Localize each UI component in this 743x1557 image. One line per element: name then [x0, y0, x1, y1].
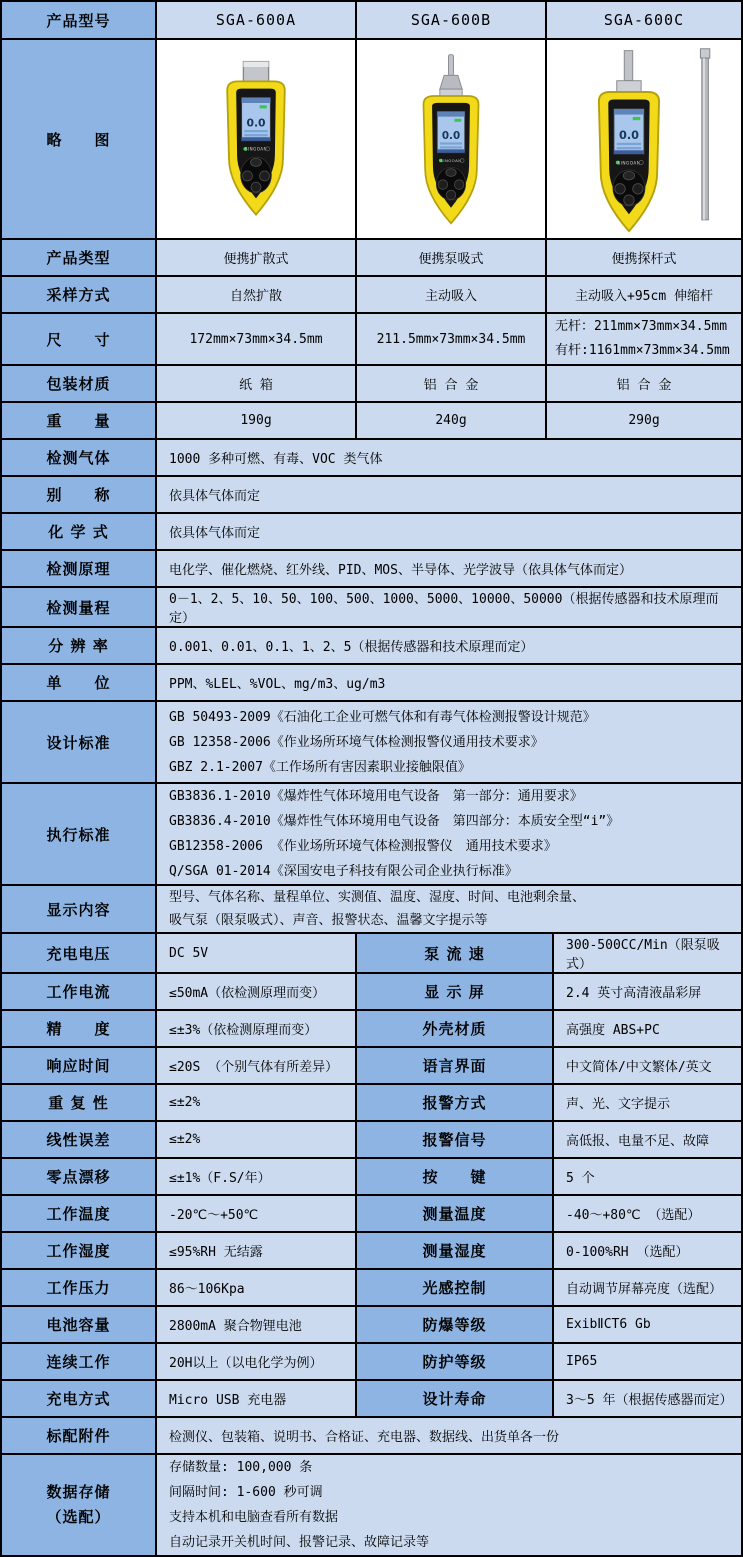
spec-value: PPM、%LEL、%VOL、mg/m3、ug/m3 — [157, 665, 743, 702]
storage-line: 间隔时间: 1-600 秒可调 — [169, 1485, 323, 1500]
spec-value: 铝 合 金 — [547, 366, 743, 403]
battery-icon — [454, 119, 461, 122]
spec-value: 300-500CC/Min（限泵吸式） — [554, 934, 743, 974]
row-label: 显示内容 — [2, 886, 157, 934]
pair-row-11 — [2, 1344, 743, 1381]
row-label: 产品类型 — [2, 240, 157, 277]
spec-row-alias — [2, 477, 743, 514]
spec-value: 电化学、催化燃烧、红外线、PID、MOS、半导体、光学波导（依具体气体而定） — [157, 551, 743, 588]
row-label: 充电电压 — [2, 934, 157, 974]
enter-button — [251, 182, 261, 192]
row-label: 测量温度 — [357, 1196, 554, 1233]
row-label: 零点漂移 — [2, 1159, 157, 1196]
row-label: 重 复 性 — [2, 1085, 157, 1122]
row-label: 分 辨 率 — [2, 628, 157, 665]
spec-value: 86～106Kpa — [157, 1270, 357, 1307]
screen-reading: 0.0 — [618, 129, 639, 142]
spec-value: 0－1、2、5、10、50、100、500、1000、5000、10000、50000（根据传感器和技术原理而定） — [157, 588, 743, 628]
row-label: 化 学 式 — [2, 514, 157, 551]
spec-value: -40～+80℃ （选配） — [554, 1196, 743, 1233]
menu-button — [446, 169, 456, 177]
spec-value: 纸 箱 — [157, 366, 357, 403]
dimension-with-rod: 有杆:1161mm×73mm×34.5mm — [555, 343, 730, 358]
sketch-label: 略 图 — [2, 40, 157, 240]
spec-value: 高强度 ABS+PC — [554, 1011, 743, 1048]
pair-row-3 — [2, 1048, 743, 1085]
spec-value — [157, 886, 743, 934]
spec-value: ≤±3%（依检测原理而变） — [157, 1011, 357, 1048]
probe-cone — [440, 75, 462, 89]
spec-value: ≤20S （个别气体有所差异） — [157, 1048, 357, 1085]
spec-value — [157, 784, 743, 886]
display-line: 吸气泵（限泵吸式）、声音、报警状态、温馨文字提示等 — [169, 913, 488, 928]
menu-button — [251, 158, 262, 166]
right-button — [260, 171, 270, 181]
spec-value: 铝 合 金 — [357, 366, 547, 403]
row-label: 报警信号 — [357, 1122, 554, 1159]
pair-row-7 — [2, 1196, 743, 1233]
row-label: 重 量 — [2, 403, 157, 440]
spec-value: 便携泵吸式 — [357, 240, 547, 277]
enter-button — [446, 190, 455, 199]
row-label: 测量湿度 — [357, 1233, 554, 1270]
spec-row-weight — [2, 403, 743, 440]
spec-row-display-content — [2, 886, 743, 934]
spec-value: 172mm×73mm×34.5mm — [157, 314, 357, 366]
battery-icon — [633, 117, 641, 120]
storage-line: 存储数量: 100,000 条 — [169, 1460, 313, 1475]
spec-value: 20H以上（以电化学为例） — [157, 1344, 357, 1381]
row-label: 线性误差 — [2, 1122, 157, 1159]
sensor-collar — [617, 81, 641, 92]
row-label: 精 度 — [2, 1011, 157, 1048]
pair-row-12 — [2, 1381, 743, 1418]
row-label: 电池容量 — [2, 1307, 157, 1344]
row-label: 报警方式 — [357, 1085, 554, 1122]
pair-row-5 — [2, 1122, 743, 1159]
row-label: 检测原理 — [2, 551, 157, 588]
row-label: 显 示 屏 — [357, 974, 554, 1011]
spec-row-sampling — [2, 277, 743, 314]
brand-text: SINGOAN — [245, 146, 267, 152]
spec-value: 依具体气体而定 — [157, 514, 743, 551]
row-label: 别 称 — [2, 477, 157, 514]
spec-value: 0.001、0.01、0.1、1、2、5（根据传感器和技术原理而定） — [157, 628, 743, 665]
product-image-sga-600b — [357, 40, 547, 240]
spec-value: 主动吸入 — [357, 277, 547, 314]
row-label: 工作湿度 — [2, 1233, 157, 1270]
standard-line: GB 50493-2009《石油化工企业可燃气体和有毒气体检测报警设计规范》 — [169, 709, 596, 725]
row-label: 检测量程 — [2, 588, 157, 628]
spec-value: 1000 多种可燃、有毒、VOC 类气体 — [157, 440, 743, 477]
pair-row-0 — [2, 934, 743, 974]
spec-row-accessories — [2, 1418, 743, 1455]
model-sga-600a: SGA-600A — [157, 2, 357, 40]
row-label: 采样方式 — [2, 277, 157, 314]
model-sga-600b: SGA-600B — [357, 2, 547, 40]
sketch-row — [2, 40, 743, 240]
standard-line: GB3836.4-2010《爆炸性气体环境用电气设备 第四部分：本质安全型“i”》 — [169, 814, 620, 829]
spec-value: 3～5 年（根据传感器而定） — [554, 1381, 743, 1418]
spec-value: ≤±1%（F.S/年） — [157, 1159, 357, 1196]
row-label: 设计寿命 — [357, 1381, 554, 1418]
screen-reading: 0.0 — [441, 130, 461, 142]
pair-row-4 — [2, 1085, 743, 1122]
row-label: 光感控制 — [357, 1270, 554, 1307]
spec-row-principle — [2, 551, 743, 588]
left-button — [615, 184, 625, 194]
spec-value: 自动调节屏幕亮度（选配） — [554, 1270, 743, 1307]
probe-stub — [624, 51, 632, 81]
spec-row-chemical-formula — [2, 514, 743, 551]
right-button — [454, 180, 463, 189]
pair-row-6 — [2, 1159, 743, 1196]
spec-row-product-type — [2, 240, 743, 277]
pair-row-10 — [2, 1307, 743, 1344]
row-label: 连续工作 — [2, 1344, 157, 1381]
model-sga-600c: SGA-600C — [547, 2, 743, 40]
spec-value: 中文简体/中文繁体/英文 — [554, 1048, 743, 1085]
spec-value: -20℃～+50℃ — [157, 1196, 357, 1233]
spec-row-packaging — [2, 366, 743, 403]
pair-row-1 — [2, 974, 743, 1011]
spec-value: 便携探杆式 — [547, 240, 743, 277]
storage-label-line: 数据存储 — [46, 1483, 111, 1501]
storage-line: 自动记录开关机时间、报警记录、故障记录等 — [169, 1535, 430, 1550]
spec-row-dimensions — [2, 314, 743, 366]
rod-tip — [700, 49, 709, 58]
spec-row-design-standard — [2, 702, 743, 784]
spec-value: 0-100%RH （选配） — [554, 1233, 743, 1270]
spec-value: ≤±2% — [157, 1085, 357, 1122]
left-button — [438, 180, 447, 189]
row-label: 单 位 — [2, 665, 157, 702]
battery-icon — [260, 105, 267, 108]
spec-value: 2800mA 聚合物锂电池 — [157, 1307, 357, 1344]
row-label: 泵 流 速 — [357, 934, 554, 974]
row-label: 尺 寸 — [2, 314, 157, 366]
row-label: 充电方式 — [2, 1381, 157, 1418]
header-label: 产品型号 — [2, 2, 157, 40]
device-probe-rod-image — [550, 43, 738, 235]
right-button — [633, 184, 643, 194]
spec-value: 便携扩散式 — [157, 240, 357, 277]
spec-row-detect-gas — [2, 440, 743, 477]
spec-value: 主动吸入+95cm 伸缩杆 — [547, 277, 743, 314]
spec-value: IP65 — [554, 1344, 743, 1381]
row-label: 包装材质 — [2, 366, 157, 403]
standard-line: GB3836.1-2010《爆炸性气体环境用电气设备 第一部分：通用要求》 — [169, 789, 583, 804]
standard-line: GB12358-2006 《作业场所环境气体检测报警仪 通用技术要求》 — [169, 839, 557, 854]
spec-value: DC 5V — [157, 934, 357, 974]
spec-value: 自然扩散 — [157, 277, 357, 314]
spec-value: 2.4 英寸高清液晶彩屏 — [554, 974, 743, 1011]
left-button — [243, 171, 253, 181]
storage-label-line: （选配） — [46, 1508, 111, 1526]
display-line: 型号、气体名称、量程单位、实测值、温度、湿度、时间、电池剩余量、 — [169, 890, 586, 905]
device-diffusion-image — [166, 43, 346, 235]
enter-button — [624, 195, 634, 205]
pair-row-9 — [2, 1270, 743, 1307]
spec-value — [547, 314, 743, 366]
spec-value: 检测仪、包装箱、说明书、合格证、充电器、数据线、出货单各一份 — [157, 1418, 743, 1455]
product-image-sga-600a — [157, 40, 357, 240]
header-row — [2, 2, 743, 40]
spec-value: ExibⅡCT6 Gb — [554, 1307, 743, 1344]
spec-value: Micro USB 充电器 — [157, 1381, 357, 1418]
row-label: 检测气体 — [2, 440, 157, 477]
sensor-collar — [440, 89, 462, 96]
product-image-sga-600c — [547, 40, 743, 240]
storage-line: 支持本机和电脑查看所有数据 — [169, 1510, 339, 1525]
spec-row-unit — [2, 665, 743, 702]
row-label: 执行标准 — [2, 784, 157, 886]
row-label: 工作温度 — [2, 1196, 157, 1233]
spec-value: 290g — [547, 403, 743, 440]
spec-value: ≤50mA（依检测原理而变） — [157, 974, 357, 1011]
spec-value: 5 个 — [554, 1159, 743, 1196]
dimension-without-rod: 无杆：211mm×73mm×34.5mm — [555, 319, 728, 334]
probe-tube — [448, 55, 453, 76]
spec-value: 声、光、文字提示 — [554, 1085, 743, 1122]
row-label: 外壳材质 — [357, 1011, 554, 1048]
spec-value: ≤95%RH 无结露 — [157, 1233, 357, 1270]
spec-value: 190g — [157, 403, 357, 440]
row-label: 设计标准 — [2, 702, 157, 784]
standard-line: GBZ 2.1-2007《工作场所有害因素职业接触限值》 — [169, 759, 471, 775]
brand-text: SINGOAN — [440, 158, 462, 164]
spec-value: ≤±2% — [157, 1122, 357, 1159]
device-pump-image — [365, 43, 537, 235]
menu-button — [623, 171, 634, 179]
standard-line: GB 12358-2006《作业场所环境气体检测报警仪通用技术要求》 — [169, 734, 544, 750]
spec-value — [157, 702, 743, 784]
pair-row-8 — [2, 1233, 743, 1270]
standard-line: Q/SGA 01-2014《深国安电子科技有限公司企业执行标准》 — [169, 864, 518, 879]
row-label: 响应时间 — [2, 1048, 157, 1085]
spec-value: 高低报、电量不足、故障 — [554, 1122, 743, 1159]
spec-row-range — [2, 588, 743, 628]
row-label: 工作压力 — [2, 1270, 157, 1307]
spec-value: 211.5mm×73mm×34.5mm — [357, 314, 547, 366]
row-label: 语言界面 — [357, 1048, 554, 1085]
row-label: 防护等级 — [357, 1344, 554, 1381]
row-label: 防爆等级 — [357, 1307, 554, 1344]
spec-value: 依具体气体而定 — [157, 477, 743, 514]
row-label: 工作电流 — [2, 974, 157, 1011]
spec-value: 240g — [357, 403, 547, 440]
row-label: 按 键 — [357, 1159, 554, 1196]
brand-text: SINGOAN — [617, 160, 641, 166]
screen-reading: 0.0 — [246, 116, 266, 130]
spec-row-resolution — [2, 628, 743, 665]
pair-row-2 — [2, 1011, 743, 1048]
spec-row-exec-standard — [2, 784, 743, 886]
row-label: 标配附件 — [2, 1418, 157, 1455]
telescopic-rod — [702, 58, 709, 220]
